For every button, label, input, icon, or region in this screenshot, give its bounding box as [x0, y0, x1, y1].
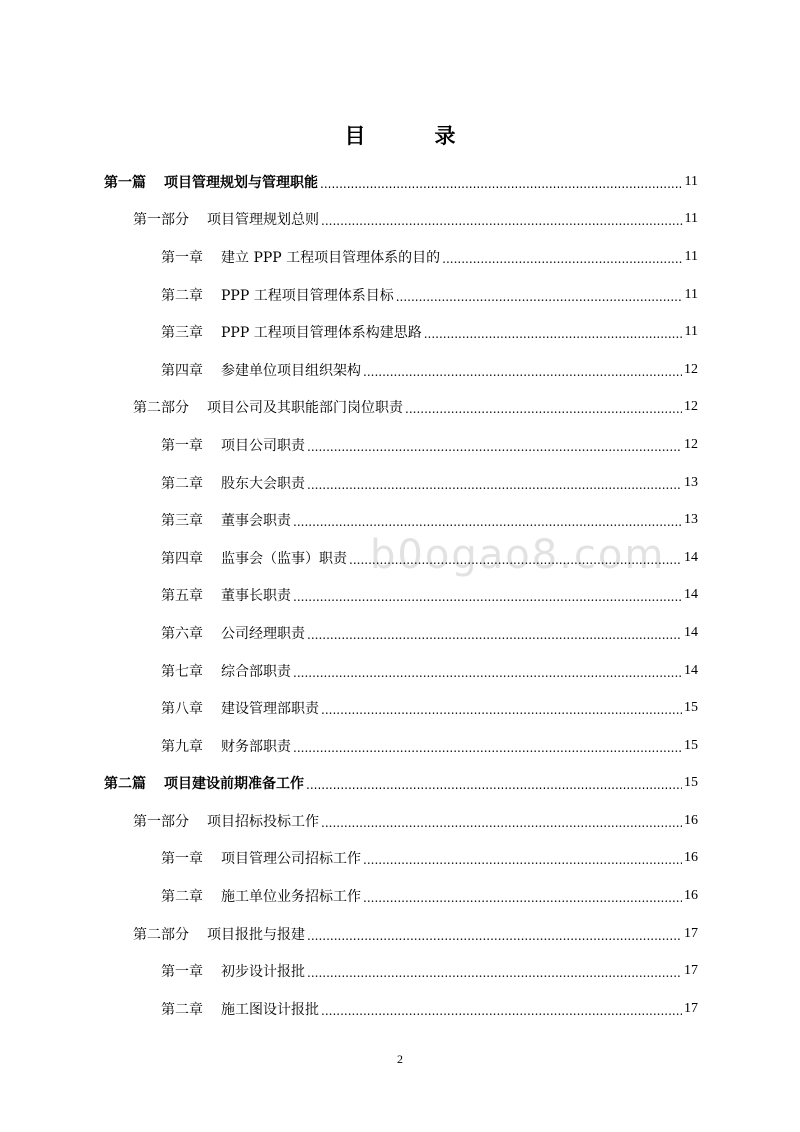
- toc-entry-page-number: 16: [684, 888, 698, 904]
- toc-entry-text: 施工图设计报批: [221, 1001, 319, 1018]
- toc-entry-label: [161, 698, 319, 718]
- toc-entry-text: 董事长职责: [221, 588, 291, 605]
- toc-entry-page-number: 13: [684, 512, 698, 528]
- toc-entry-prefix: 第一章: [161, 851, 203, 868]
- toc-entry[interactable]: [0, 915, 800, 953]
- toc-entry-label: [161, 848, 361, 868]
- toc-entry-page-number: 14: [684, 624, 698, 640]
- toc-entry-text: 项目管理规划总则: [207, 212, 319, 229]
- toc-entry[interactable]: [0, 614, 800, 652]
- toc-dot-leader: [363, 891, 682, 905]
- toc-entry-prefix: 第二章: [161, 287, 203, 304]
- toc-entry-page-number: 11: [684, 211, 698, 227]
- toc-entry-label: [161, 585, 291, 605]
- toc-entry-page-number: 11: [684, 324, 698, 340]
- toc-dot-leader: [320, 177, 683, 191]
- toc-entry-page-number: 15: [684, 737, 698, 753]
- toc-dot-leader: [363, 365, 682, 379]
- toc-entry-text: 项目招标投标工作: [207, 813, 319, 830]
- toc-entry-text: 参建单位项目组织架构: [221, 362, 361, 379]
- watermark: b0ogao8.com: [370, 532, 666, 578]
- toc-entry-page-number: 12: [684, 436, 698, 452]
- toc-entry-page-number: 14: [684, 549, 698, 565]
- toc-entry[interactable]: [0, 652, 800, 690]
- toc-entry-label: [161, 473, 305, 493]
- toc-entry-label: [161, 886, 361, 906]
- toc-entry-prefix: 第二章: [161, 475, 203, 492]
- toc-entry-page-number: 17: [684, 963, 698, 979]
- toc-entry-prefix: 第三章: [161, 325, 203, 342]
- toc-entry-label: [161, 322, 422, 342]
- toc-entry-prefix: 第二部分: [133, 400, 189, 417]
- toc-entry-label: [133, 209, 319, 229]
- toc-dot-leader: [307, 628, 682, 642]
- toc-dot-leader: [349, 553, 682, 567]
- toc-entry-text: 股东大会职责: [221, 475, 305, 492]
- toc-entry[interactable]: [0, 577, 800, 615]
- toc-dot-leader: [321, 1004, 682, 1018]
- toc-dot-leader: [363, 853, 682, 867]
- toc-entry[interactable]: [0, 990, 800, 1028]
- toc-dot-leader: [321, 816, 682, 830]
- toc-entry[interactable]: [0, 952, 800, 990]
- toc-entry-prefix: 第一章: [161, 964, 203, 981]
- toc-dot-leader: [293, 741, 682, 755]
- toc-entry-label: [104, 773, 304, 793]
- toc-entry-prefix: 第一部分: [133, 813, 189, 830]
- toc-dot-leader: [424, 327, 683, 341]
- toc-dot-leader: [293, 666, 682, 680]
- toc-entry-text: 项目报批与报建: [207, 926, 305, 943]
- toc-entry-page-number: 15: [684, 700, 698, 716]
- toc-entry-label: [161, 548, 347, 568]
- toc-entry-label: [133, 397, 403, 417]
- toc-entry[interactable]: [0, 389, 800, 427]
- toc-entry[interactable]: [0, 163, 800, 201]
- toc-entry-prefix: 第二部分: [133, 926, 189, 943]
- toc-entry-page-number: 13: [684, 474, 698, 490]
- toc-entry-prefix: 第七章: [161, 663, 203, 680]
- toc-entry-prefix: 第一章: [161, 437, 203, 454]
- toc-entry[interactable]: [0, 877, 800, 915]
- toc-entry-prefix: 第二章: [161, 889, 203, 906]
- toc-entry[interactable]: [0, 840, 800, 878]
- toc-dot-leader: [307, 929, 682, 943]
- toc-entry-text: 财务部职责: [221, 738, 291, 755]
- toc-entry-text: 项目公司及其职能部门岗位职责: [207, 400, 403, 417]
- toc-entry-label: [161, 661, 291, 681]
- toc-entry[interactable]: [0, 313, 800, 351]
- toc-entry-prefix: 第四章: [161, 362, 203, 379]
- toc-entry-label: [161, 247, 440, 267]
- toc-entry[interactable]: [0, 426, 800, 464]
- toc-entry-label: [161, 961, 305, 981]
- toc-entry-text: 董事会职责: [221, 513, 291, 530]
- toc-entry-page-number: 14: [684, 587, 698, 603]
- toc-entry-text: 监事会（监事）职责: [221, 550, 347, 567]
- toc-entry[interactable]: [0, 201, 800, 239]
- toc-entry[interactable]: [0, 464, 800, 502]
- toc-entry-text: 项目公司职责: [221, 437, 305, 454]
- toc-entry[interactable]: [0, 802, 800, 840]
- toc-entry-prefix: 第六章: [161, 625, 203, 642]
- toc-entry-prefix: 第一部分: [133, 212, 189, 229]
- toc-entry-prefix: 第九章: [161, 738, 203, 755]
- toc-entry-text: 建立 PPP 工程项目管理体系的目的: [221, 249, 441, 266]
- toc-entry-label: [161, 435, 305, 455]
- toc-entry-text: PPP 工程项目管理体系构建思路: [221, 325, 422, 342]
- toc-dot-leader: [307, 966, 682, 980]
- toc-entry-page-number: 11: [684, 173, 698, 189]
- toc-dot-leader: [307, 440, 682, 454]
- toc-entry-text: PPP 工程项目管理体系目标: [221, 287, 394, 304]
- toc-entry-label: [104, 172, 318, 192]
- toc-entry-prefix: 第五章: [161, 588, 203, 605]
- toc-entry[interactable]: [0, 539, 800, 577]
- toc-entry-label: [161, 999, 319, 1019]
- toc-entry-text: 综合部职责: [221, 663, 291, 680]
- toc-entry-prefix: 第四章: [161, 550, 203, 567]
- toc-entry-text: 项目建设前期准备工作: [164, 776, 304, 793]
- toc-entry-page-number: 16: [684, 850, 698, 866]
- toc-dot-leader: [321, 703, 682, 717]
- toc-entry-page-number: 15: [684, 775, 698, 791]
- toc-entry-page-number: 12: [684, 399, 698, 415]
- toc-dot-leader: [405, 402, 682, 416]
- toc-entry-text: 建设管理部职责: [221, 701, 319, 718]
- toc-entry-label: [161, 736, 291, 756]
- toc-entry-prefix: 第八章: [161, 701, 203, 718]
- toc-entry[interactable]: [0, 351, 800, 389]
- toc-entry-label: [161, 510, 291, 530]
- toc-entry-prefix: 第一章: [161, 249, 203, 266]
- toc-entry-text: 初步设计报批: [221, 964, 305, 981]
- toc-entry-prefix: 第二章: [161, 1001, 203, 1018]
- toc-title: 目 录: [344, 124, 480, 148]
- toc-entry-prefix: 第二篇: [104, 776, 146, 793]
- toc-entry-page-number: 17: [684, 925, 698, 941]
- toc-entry-label: [161, 360, 361, 380]
- toc-entry-page-number: 16: [684, 812, 698, 828]
- toc-entry-text: 项目管理规划与管理职能: [164, 174, 318, 191]
- toc-entry-text: 项目管理公司招标工作: [221, 851, 361, 868]
- toc-entry-page-number: 11: [684, 248, 698, 264]
- toc-dot-leader: [293, 515, 682, 529]
- toc-entry[interactable]: [0, 238, 800, 276]
- toc-dot-leader: [396, 290, 683, 304]
- toc-entry-page-number: 14: [684, 662, 698, 678]
- toc-entry-label: [133, 924, 305, 944]
- toc-entry[interactable]: [0, 765, 800, 803]
- toc-dot-leader: [307, 478, 682, 492]
- toc-entry-page-number: 17: [684, 1000, 698, 1016]
- toc-entry-page-number: 11: [684, 286, 698, 302]
- toc-dot-leader: [321, 214, 683, 228]
- toc-entry-label: [161, 285, 394, 305]
- toc-entry[interactable]: [0, 501, 800, 539]
- toc-dot-leader: [306, 778, 682, 792]
- table-of-contents: [0, 163, 800, 1028]
- toc-dot-leader: [293, 590, 682, 604]
- toc-entry-label: [161, 623, 305, 643]
- toc-dot-leader: [442, 252, 682, 266]
- toc-entry-prefix: 第三章: [161, 513, 203, 530]
- toc-entry-page-number: 12: [684, 361, 698, 377]
- toc-entry-prefix: 第一篇: [104, 174, 146, 191]
- toc-entry-text: 公司经理职责: [221, 625, 305, 642]
- toc-entry[interactable]: [0, 727, 800, 765]
- toc-entry-label: [133, 811, 319, 831]
- page-number: 2: [397, 1052, 403, 1066]
- toc-entry[interactable]: [0, 689, 800, 727]
- toc-entry-text: 施工单位业务招标工作: [221, 889, 361, 906]
- toc-entry[interactable]: [0, 276, 800, 314]
